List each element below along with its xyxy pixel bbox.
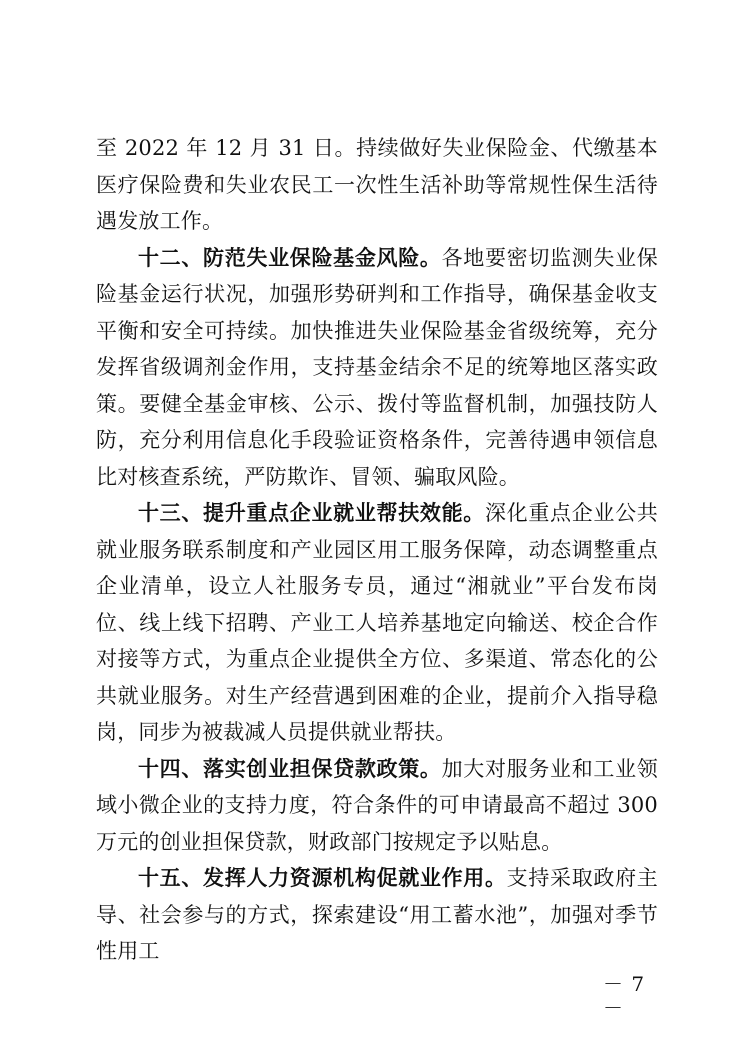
paragraph-section-15 xyxy=(96,860,658,970)
paragraph-text: 深化重点企业公共就业服务联系制度和产业园区用工服务保障，动态调整重点企业清单，设立人社服务专员，通过“湘就业”平台发布岗位、线上线下招聘、产业工人培养基地定向输送、校企合作对接等方式，为重点企业提供全方位、多渠道、常态化的公共就业服务。对生产经营遇到困难的企业，提前介入指导稳岗，同步为被裁减人员提供就业帮扶。 xyxy=(96,501,658,744)
section-heading: 十三、提升重点企业就业帮扶效能。 xyxy=(138,501,485,525)
document-body xyxy=(96,130,658,970)
section-heading: 十四、落实创业担保贷款政策。 xyxy=(138,756,442,781)
page-number: － 7 － xyxy=(603,972,646,1020)
paragraph-text: 至 2022 年 12 月 31 日。持续做好失业保险金、代缴基本医疗保险费和失业农民工一次性生活补助等常规性保生活待遇发放工作。 xyxy=(96,136,658,233)
paragraph-section-14 xyxy=(96,751,658,861)
paragraph-continuation xyxy=(96,130,658,240)
section-heading: 十五、发挥人力资源机构促就业作用。 xyxy=(138,866,507,890)
paragraph-text: 各地要密切监测失业保险基金运行状况，加强形势研判和工作指导，确保基金收支平衡和安全可持续。加快推进失业保险基金省级统筹，充分发挥省级调剂金作用，支持基金结余不足的统筹地区落实政策。要健全基金审核、公示、拨付等监督机制，加强技防人防，充分利用信息化手段验证资格条件，完善待遇申领信息比对核查系统，严防欺诈、冒领、骗取风险。 xyxy=(96,245,658,489)
section-heading: 十二、防范失业保险基金风险。 xyxy=(138,245,442,270)
paragraph-text: 加大对服务业和工业领域小微企业的支持力度，符合条件的可申请最高不超过 300 万元的创业担保贷款，财政部门按规定予以贴息。 xyxy=(96,756,658,854)
paragraph-section-13 xyxy=(96,495,658,751)
paragraph-section-12 xyxy=(96,240,658,496)
paragraph-text: 支持采取政府主导、社会参与的方式，探索建设“用工蓄水池”，加强对季节性用工 xyxy=(96,866,658,963)
